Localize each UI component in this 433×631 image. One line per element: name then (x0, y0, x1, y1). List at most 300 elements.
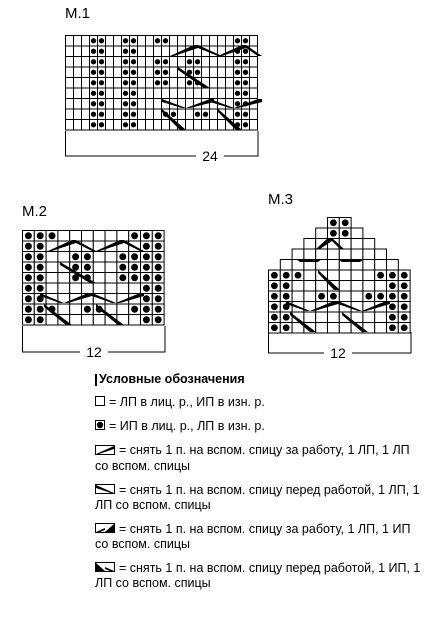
chart-m2-cell (82, 283, 94, 294)
chart-m3-cell (375, 323, 387, 334)
chart-m2-dot (37, 274, 44, 281)
chart-m2-dot (155, 295, 162, 302)
chart-m2-cell (58, 231, 70, 242)
chart-m1-cell (146, 67, 154, 78)
chart-m1-cell (154, 46, 162, 57)
chart-m1-dot (99, 91, 104, 96)
chart-m1-dot (171, 112, 176, 117)
chart-m3-cell (375, 281, 387, 292)
chart-m1-cell (66, 67, 74, 78)
chart-m3-cell (304, 270, 316, 281)
chart-m1-dot (243, 70, 248, 75)
chart-m2-dot (143, 295, 150, 302)
chart-m2-dot (131, 264, 138, 271)
chart-m2-dot (25, 306, 32, 313)
chart-m2-dot (143, 306, 150, 313)
chart-m1-cell (194, 36, 202, 47)
chart-m2-dot (143, 264, 150, 271)
chart-m1-dot (155, 80, 160, 85)
chart-m2-cell (82, 315, 94, 326)
chart-m3-dot (389, 293, 396, 300)
chart-m1-dot (235, 101, 240, 106)
chart-m3-cell (292, 249, 304, 260)
chart-m1-cell (106, 109, 114, 120)
chart-m3-cell (316, 323, 328, 334)
chart-m1-dot (131, 80, 136, 85)
chart-m2-cell (93, 273, 105, 284)
chart-m1-cell (106, 46, 114, 57)
legend-item-cable-left-knit: = снять 1 п. на вспом. спицу перед работой, 1 ЛП, 1 ЛП со вспом. спицы (95, 482, 420, 512)
chart-m1-dot (91, 38, 96, 43)
chart-m1-cell (218, 78, 226, 89)
chart-m1-cell (186, 88, 194, 99)
chart-m1-cell (138, 109, 146, 120)
chart-m3-dot (401, 282, 408, 289)
dot-square-icon (95, 419, 105, 434)
chart-m1-bracket (66, 131, 258, 156)
chart-m1-cell (114, 99, 122, 110)
chart-m3-dot (389, 303, 396, 310)
chart-m3-dot (283, 324, 290, 331)
chart-m2-dot (131, 232, 138, 239)
chart-m1-dot (123, 112, 128, 117)
chart-m1-dot (99, 49, 104, 54)
chart-m1-cell (74, 36, 82, 47)
chart-m1-cell (82, 36, 90, 47)
chart-m2-dot (119, 253, 126, 260)
chart-m3-cell (339, 323, 351, 334)
chart-m1-cell (218, 120, 226, 131)
chart-m2-cell (70, 304, 82, 315)
chart-m2-dot (155, 232, 162, 239)
chart-m3-cell (351, 239, 363, 250)
chart-m1-dot (91, 49, 96, 54)
chart-m2-dot (37, 316, 44, 323)
chart-m3-dot (330, 230, 337, 237)
chart-m1-cell (218, 88, 226, 99)
chart-m1-cell (138, 78, 146, 89)
chart-m2-cell (46, 262, 58, 273)
chart-m1-cell (146, 46, 154, 57)
chart-m1-cell (226, 57, 234, 68)
chart-m1-cell (74, 67, 82, 78)
chart-m2-cell (58, 273, 70, 284)
chart-m1-cell (146, 120, 154, 131)
chart-m1-cell (178, 109, 186, 120)
chart-m2-dot (155, 316, 162, 323)
chart-m3-dot (401, 293, 408, 300)
chart-m1-cell (66, 109, 74, 120)
chart-m2-dot (143, 274, 150, 281)
chart-m1-cell (186, 109, 194, 120)
legend-item-cable-left-purl: = снять 1 п. на вспом. спицу перед работой, 1 ИП, 1 ЛП со вспом. спицы (95, 561, 421, 591)
chart-m1-dot (131, 70, 136, 75)
chart-m1-cell (138, 67, 146, 78)
chart-m3-cell (363, 239, 375, 250)
chart-m1-dot (131, 112, 136, 117)
chart-m1-dot (243, 38, 248, 43)
chart-m2-dot (25, 316, 32, 323)
chart-m1-cell (210, 78, 218, 89)
chart-m3-cell (375, 249, 387, 260)
chart-m3-dot (318, 293, 325, 300)
chart-m2-dot (37, 264, 44, 271)
chart-m2-dot (143, 285, 150, 292)
chart-m1-cell (226, 88, 234, 99)
chart-m1-cell (210, 57, 218, 68)
chart-m1-cell (170, 57, 178, 68)
legend-item-empty: = ЛП в лиц. р., ИП в изн. р. (95, 395, 425, 410)
chart-m1-label: M.1 (65, 5, 91, 22)
chart-m1-cell (250, 120, 258, 131)
chart-m1-dot (123, 49, 128, 54)
chart-m1-dot (163, 59, 168, 64)
chart-m2-cell (70, 315, 82, 326)
cable-left-purl-icon (95, 561, 115, 576)
chart-m1-cell (146, 36, 154, 47)
chart-m3-cell (328, 260, 340, 271)
chart-m3-cell (339, 270, 351, 281)
chart-m3-label: M.3 (268, 191, 294, 208)
chart-m1-cell (66, 120, 74, 131)
chart-m1-dot (195, 59, 200, 64)
chart-m1-cell (162, 46, 170, 57)
chart-m1-cell (82, 120, 90, 131)
chart-m2-cell (46, 283, 58, 294)
chart-m1-cell (146, 99, 154, 110)
chart-m3-cell (304, 312, 316, 323)
chart-m2-dot (143, 253, 150, 260)
chart-m2-dot (84, 253, 91, 260)
chart-m1-cell (82, 99, 90, 110)
chart-m3-cell (304, 281, 316, 292)
chart-m1-cell (114, 46, 122, 57)
chart-m1-cell (170, 78, 178, 89)
chart-m1-dot (123, 38, 128, 43)
chart-m1-dot (131, 49, 136, 54)
chart-m1-dot (131, 38, 136, 43)
chart-m3-cell (292, 291, 304, 302)
chart-m1-dot (99, 38, 104, 43)
chart-m1-cell (114, 120, 122, 131)
chart-m1-cell (114, 109, 122, 120)
chart-m1-dot (123, 101, 128, 106)
chart-m1-cell (74, 99, 82, 110)
chart-m2-cell (105, 262, 117, 273)
chart-m1-cell (162, 120, 170, 131)
chart-m3-cell (363, 312, 375, 323)
chart-m3-cell (351, 291, 363, 302)
chart-m1-cell (106, 67, 114, 78)
chart-m1-cell (114, 88, 122, 99)
chart-m1-cell (154, 120, 162, 131)
chart-m3-cell (375, 260, 387, 271)
chart-m3-cell (351, 281, 363, 292)
chart-m1-dot (235, 91, 240, 96)
chart-m2-dot (25, 253, 32, 260)
chart-m1-cell (202, 120, 210, 131)
chart-m2-dot (155, 243, 162, 250)
chart-m3-dot (389, 282, 396, 289)
chart-m1-cell (66, 99, 74, 110)
chart-m1-dot (123, 122, 128, 127)
chart-m1-cell (146, 78, 154, 89)
chart-m3-dot (377, 293, 384, 300)
chart-m3-cell (316, 249, 328, 260)
chart-m1-dot (243, 112, 248, 117)
chart-m2-cell (117, 283, 129, 294)
chart-m1-cell (66, 36, 74, 47)
chart-m1-dot (243, 49, 248, 54)
chart-m1-cell (114, 36, 122, 47)
chart-m1-cell (74, 57, 82, 68)
chart-m1-dot (131, 101, 136, 106)
chart-m1-cell (202, 57, 210, 68)
chart-m1-cell (106, 88, 114, 99)
chart-m2-dot (155, 285, 162, 292)
chart-m1-cell (138, 99, 146, 110)
chart-m1-dot (163, 38, 168, 43)
chart-m2-cell (93, 262, 105, 273)
chart-m3-dot (401, 272, 408, 279)
chart-m1-cell (138, 36, 146, 47)
cable-right-purl-icon (95, 522, 115, 537)
chart-m1-cell (218, 57, 226, 68)
chart-m2-dot (143, 316, 150, 323)
chart-m1-cell (210, 120, 218, 131)
chart-m1-dot (91, 70, 96, 75)
chart-m3-dot (389, 324, 396, 331)
chart-m1-cell (194, 120, 202, 131)
chart-m1-cell (82, 46, 90, 57)
chart-m1-dot (91, 59, 96, 64)
chart-m1-cell (106, 78, 114, 89)
chart-m1-dot (155, 59, 160, 64)
chart-m3-dot (271, 324, 278, 331)
chart-m3-dot (283, 314, 290, 321)
chart-m1-dot (123, 59, 128, 64)
chart-m1-cell (74, 46, 82, 57)
chart-m1-cell (210, 36, 218, 47)
chart-m1-dot (131, 122, 136, 127)
chart-m2-dot (131, 253, 138, 260)
chart-m2-cell (46, 273, 58, 284)
chart-m3-dot (271, 293, 278, 300)
chart-m2-cell (129, 283, 141, 294)
chart-m3-cell (328, 249, 340, 260)
chart-m3-dot (283, 282, 290, 289)
chart-m1-cell (74, 78, 82, 89)
chart-m3-cell (328, 323, 340, 334)
chart-m3-cell (304, 291, 316, 302)
chart-m3-cell (304, 239, 316, 250)
chart-m1-cell (66, 57, 74, 68)
chart-m1-cell (202, 88, 210, 99)
chart-m2-dot (131, 306, 138, 313)
chart-m3-cell (339, 291, 351, 302)
chart-m3-cell (292, 281, 304, 292)
chart-m2-cell (58, 252, 70, 263)
chart-m3-dot (295, 272, 302, 279)
chart-m3-dot (389, 272, 396, 279)
chart-m1-cell (114, 57, 122, 68)
chart-m1-cell (250, 67, 258, 78)
chart-m2-cell (105, 252, 117, 263)
chart-m1-cell (250, 88, 258, 99)
chart-m1-dot (99, 70, 104, 75)
legend-item-cable-right-purl: = снять 1 п. на вспом. спицу за работу, 1 ЛП, 1 ИП со вспом. спицы (95, 521, 411, 552)
chart-m1-cell (66, 78, 74, 89)
chart-m1-cell (170, 36, 178, 47)
chart-m1-dot (99, 112, 104, 117)
chart-m1-cell (186, 36, 194, 47)
chart-m2-dot (155, 274, 162, 281)
chart-m2-dot (25, 295, 32, 302)
chart-m3-dot (365, 293, 372, 300)
chart-m3-cell (339, 249, 351, 260)
chart-m1-cell (210, 67, 218, 78)
chart-m1-cell (250, 36, 258, 47)
chart-m1-cell (82, 109, 90, 120)
chart-m2-dot (119, 274, 126, 281)
chart-m1-dot (163, 70, 168, 75)
chart-m3-cable (338, 259, 364, 262)
chart-m3-dot (342, 219, 349, 226)
chart-m3-cable (296, 259, 322, 262)
chart-m3-cell (351, 270, 363, 281)
chart-m2-cell (58, 283, 70, 294)
chart-m1-cell (226, 67, 234, 78)
chart-m1-dot (187, 59, 192, 64)
chart-m1-cell (226, 78, 234, 89)
chart-m1-cell (250, 78, 258, 89)
chart-m1-cell (114, 67, 122, 78)
chart-m1-cell (186, 120, 194, 131)
chart-m3-cell (363, 260, 375, 271)
chart-m2-cell (46, 252, 58, 263)
chart-m3-cell (316, 281, 328, 292)
chart-m1-dot (235, 59, 240, 64)
chart-m3-cell (328, 312, 340, 323)
chart-m1-cell (138, 88, 146, 99)
chart-m2-dot (25, 264, 32, 271)
chart-m3-dot (401, 303, 408, 310)
chart-m1-cell (178, 36, 186, 47)
chart-m1-dot (243, 59, 248, 64)
chart-m1-dot (123, 70, 128, 75)
chart-m3-dot (271, 272, 278, 279)
chart-m1-dot (91, 80, 96, 85)
chart-m1-cell (226, 36, 234, 47)
chart-m1-cell (202, 67, 210, 78)
chart-m3-cell (363, 249, 375, 260)
chart-m1-cell (146, 88, 154, 99)
chart-m1-cell (138, 57, 146, 68)
cable-left-knit-icon (95, 483, 115, 498)
chart-m1-cell (82, 88, 90, 99)
chart-m3-dot (330, 219, 337, 226)
chart-m3-dot (389, 314, 396, 321)
chart-m2-dot (49, 232, 56, 239)
chart-m1-cell (74, 120, 82, 131)
chart-m1-cell (210, 109, 218, 120)
chart-m2-cell (93, 252, 105, 263)
chart-m2-dot (25, 232, 32, 239)
chart-m2-dot (37, 253, 44, 260)
chart-m1-cell (154, 109, 162, 120)
chart-m1-cell (218, 67, 226, 78)
chart-m1-dot (195, 112, 200, 117)
chart-m2-dot (155, 306, 162, 313)
chart-m2-dot (155, 253, 162, 260)
chart-m1-dot (91, 122, 96, 127)
chart-m3-stitch-count: 12 (330, 345, 346, 361)
chart-m1-cell (210, 88, 218, 99)
chart-m3-cell (280, 260, 292, 271)
chart-m1-dot (163, 80, 168, 85)
chart-m3-dot (271, 303, 278, 310)
chart-m2-cell (105, 283, 117, 294)
chart-m1-cell (66, 88, 74, 99)
chart-m2-cell (70, 283, 82, 294)
chart-m1-cell (114, 78, 122, 89)
chart-m2-dot (119, 264, 126, 271)
chart-m1-stitch-count: 24 (202, 148, 218, 164)
chart-m1-dot (91, 91, 96, 96)
chart-m1-dot (243, 91, 248, 96)
chart-m1-dot (123, 91, 128, 96)
chart-m1-cell (106, 36, 114, 47)
chart-m2-dot (37, 243, 44, 250)
chart-m1-dot (99, 122, 104, 127)
chart-m1-cell (154, 88, 162, 99)
legend-item-cable-right-knit: = снять 1 п. на вспом. спицу за работу, 1 ЛП, 1 ЛП со вспом. спицы (95, 443, 410, 473)
chart-m1-cell (250, 109, 258, 120)
chart-m1-cell (74, 88, 82, 99)
chart-m1-dot (155, 38, 160, 43)
chart-m2-cell (93, 315, 105, 326)
chart-m2-dot (143, 232, 150, 239)
chart-m2-cell (93, 283, 105, 294)
chart-m2-stitch-count: 12 (86, 344, 102, 360)
legend-item-dot: = ИП в лиц. р., ЛП в изн. р. (95, 419, 425, 434)
chart-m1-cell (138, 46, 146, 57)
chart-m2-dot (37, 285, 44, 292)
chart-m1-dot (99, 101, 104, 106)
chart-m3-dot (401, 314, 408, 321)
chart-m3-dot (271, 314, 278, 321)
chart-m1-dot (235, 70, 240, 75)
chart-m3-cell (339, 281, 351, 292)
chart-m2-dot (37, 232, 44, 239)
chart-m1-dot (131, 59, 136, 64)
chart-m3-dot (330, 293, 337, 300)
chart-m1-dot (235, 38, 240, 43)
chart-m1-dot (123, 80, 128, 85)
chart-m3-cell (328, 270, 340, 281)
chart-m3-cell (387, 260, 399, 271)
chart-m1-cell (138, 120, 146, 131)
chart-m1-cell (178, 57, 186, 68)
chart-m3-dot (342, 230, 349, 237)
chart-m2-cell (93, 231, 105, 242)
chart-m2-cell (105, 231, 117, 242)
chart-m1-cell (170, 67, 178, 78)
chart-m1-dot (243, 122, 248, 127)
chart-m1-cell (202, 36, 210, 47)
chart-m1-cell (66, 46, 74, 57)
chart-m2-dot (155, 264, 162, 271)
